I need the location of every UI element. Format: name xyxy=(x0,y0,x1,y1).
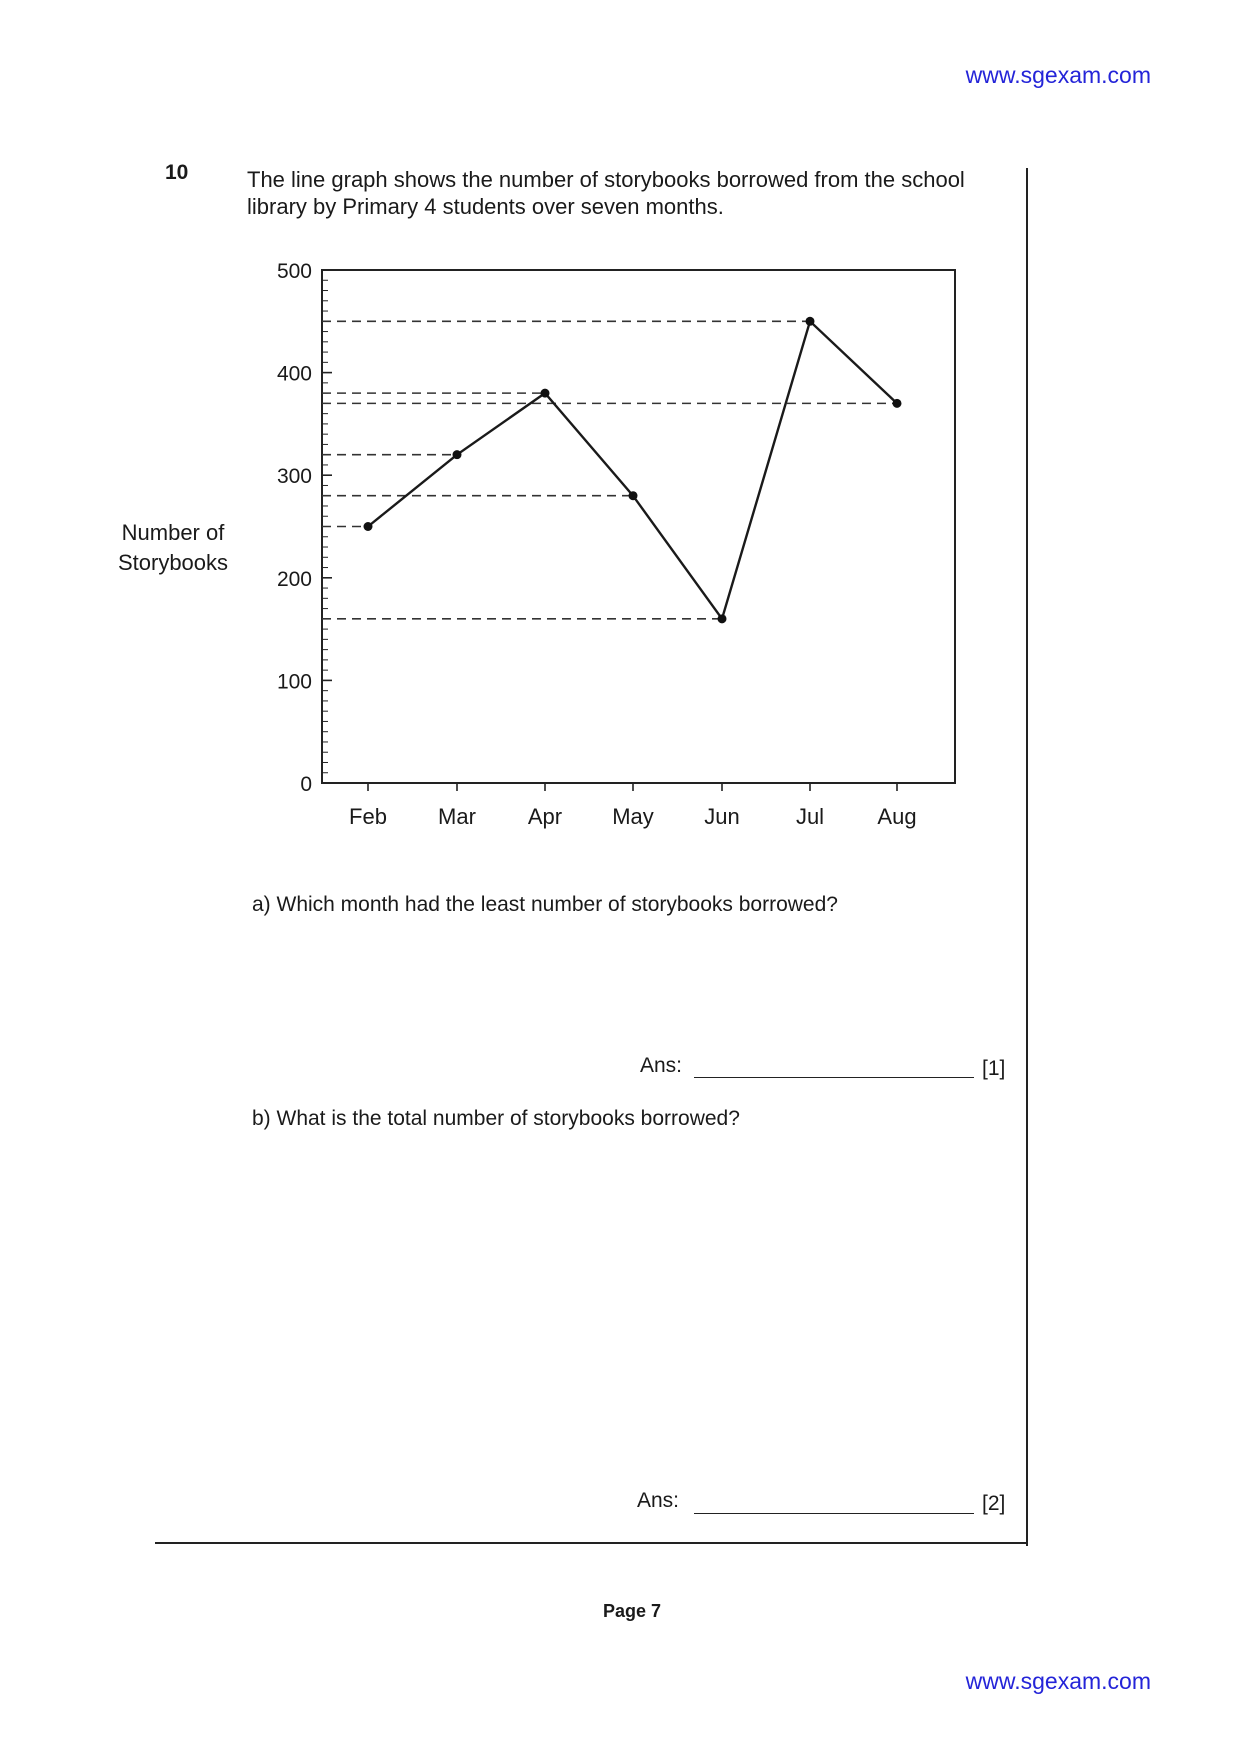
x-tick-label-mar: Mar xyxy=(438,804,476,829)
website-link-bottom[interactable]: www.sgexam.com xyxy=(965,1668,1151,1694)
question-text: The line graph shows the number of storybooks borrowed from the school library by Primary 4 students over seven months. xyxy=(247,167,965,219)
y-tick-label: 500 xyxy=(276,260,312,283)
page-border-bottom xyxy=(155,1542,1028,1544)
question-part-a: a) Which month had the least number of storybooks borrowed? xyxy=(252,893,838,916)
y-tick-label: 300 xyxy=(276,465,312,489)
line-chart xyxy=(240,255,970,835)
data-point-aug xyxy=(893,399,902,408)
plot-frame xyxy=(322,270,955,783)
x-tick-label-jun: Jun xyxy=(704,804,740,829)
answer-line-a[interactable] xyxy=(694,1077,974,1078)
website-link-top[interactable]: www.sgexam.com xyxy=(965,62,1151,88)
y-tick-label: 0 xyxy=(300,773,312,796)
data-point-jul xyxy=(806,317,815,326)
x-tick-label-aug: Aug xyxy=(877,804,917,829)
x-tick-label-feb: Feb xyxy=(349,804,387,829)
answer-line-b[interactable] xyxy=(694,1513,974,1514)
x-tick-label-jul: Jul xyxy=(795,804,825,829)
data-point-mar xyxy=(453,450,462,459)
y-axis-label-line-2: Storybooks xyxy=(117,550,229,575)
data-point-jun xyxy=(718,614,727,623)
data-point-apr xyxy=(541,389,550,398)
marks-b: [2] xyxy=(982,1492,1006,1515)
question-part-b: b) What is the total number of storybooks borrowed? xyxy=(252,1107,740,1130)
y-tick-label: 100 xyxy=(276,670,312,694)
x-tick-label-may: May xyxy=(612,804,654,829)
y-tick-label: 200 xyxy=(276,567,312,591)
answer-label-a: Ans: xyxy=(640,1054,683,1077)
page-border-right xyxy=(1026,168,1028,1546)
answer-label-b: Ans: xyxy=(637,1489,680,1512)
question-number: 10 xyxy=(165,161,189,184)
data-point-may xyxy=(629,491,638,500)
y-axis-label xyxy=(108,518,238,578)
x-tick-label-apr: Apr xyxy=(527,804,563,829)
data-point-feb xyxy=(364,522,373,531)
series-line xyxy=(368,321,897,619)
y-tick-label: 400 xyxy=(276,362,312,386)
marks-a: [1] xyxy=(982,1057,1006,1080)
page-number: Page 7 xyxy=(603,1601,662,1621)
y-axis-label-line-1: Number of xyxy=(121,520,225,545)
